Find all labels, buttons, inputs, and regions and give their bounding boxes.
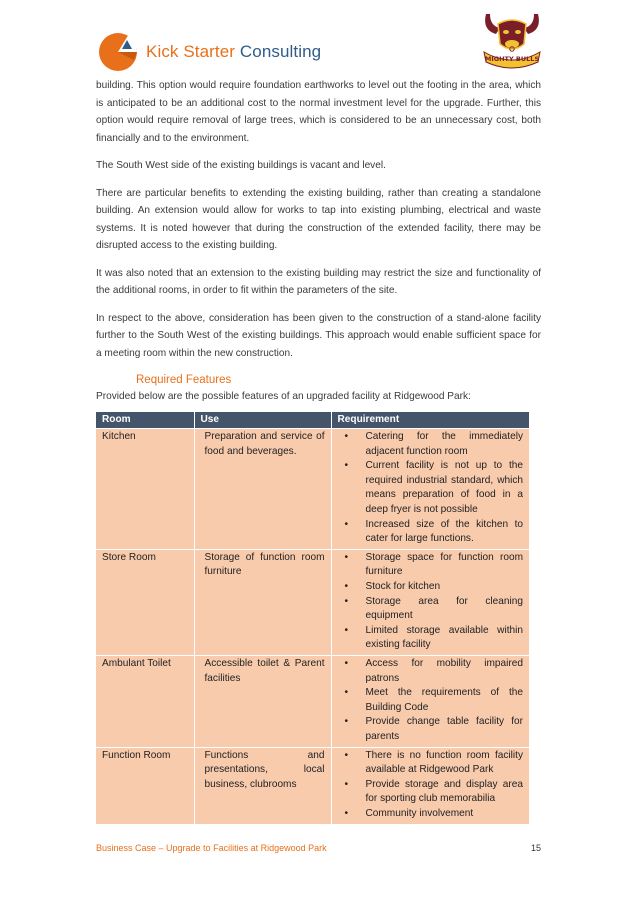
paragraph-stand-alone-facility: In respect to the above, consideration has been given to the construction of a stand-alone facility further to the South West of the existing buildings. This approach would enable sufficient space for a meeting room within the new construction.	[96, 312, 541, 359]
brand-word-consulting: Consulting	[239, 42, 322, 61]
brand-word-kick-starter: Kick Starter	[146, 42, 236, 61]
list-item: • Limited storage available within existing facility	[338, 624, 524, 653]
room-cell: Ambulant Toilet	[96, 656, 194, 748]
list-item: • Provide storage and display area for sporting club memorabilia	[338, 778, 524, 807]
table-row	[96, 656, 529, 748]
requirement-list	[338, 749, 524, 822]
page-footer	[96, 843, 541, 853]
brand-name	[146, 42, 321, 62]
use-cell: Accessible toilet & Parent facilities	[194, 656, 331, 748]
room-cell: Function Room	[96, 747, 194, 823]
bull-head-icon	[478, 10, 546, 70]
mighty-bulls-logo	[478, 10, 546, 75]
list-item: • Meet the requirements of the Building Code	[338, 686, 524, 715]
column-header-use: Use	[194, 412, 331, 429]
list-item: • Storage space for function room furniture	[338, 551, 524, 580]
table-row	[96, 429, 529, 550]
requirement-cell	[331, 656, 529, 748]
requirement-cell	[331, 549, 529, 655]
features-intro: Provided below are the possible features of an upgraded facility at Ridgewood Park:	[96, 391, 471, 402]
paragraph-south-west-vacant: The South West side of the existing buildings is vacant and level.	[96, 160, 386, 171]
features-table	[96, 412, 529, 824]
paragraph-extension-benefits: There are particular benefits to extending the existing building, rather than creating a standalone building. An extension would allow for works to tap into existing plumbing, electrical and waste systems. It is noted however that during the construction of the extended facility, there may be disrupted access to the existing building.	[96, 187, 541, 251]
table-row	[96, 747, 529, 823]
column-header-requirement: Requirement	[331, 412, 529, 429]
list-item: • Access for mobility impaired patrons	[338, 657, 524, 686]
use-cell: Functions and presentations, local business, clubrooms	[194, 747, 331, 823]
requirement-list	[338, 657, 524, 745]
list-item: • Provide change table facility for parents	[338, 715, 524, 744]
use-cell: Preparation and service of food and beverages.	[194, 429, 331, 550]
partner-logo-text: MIGHTY BULLS	[484, 55, 540, 63]
list-item: • There is no function room facility available at Ridgewood Park	[338, 749, 524, 778]
list-item: • Increased size of the kitchen to cater for large functions.	[338, 518, 524, 547]
column-header-room: Room	[96, 412, 194, 429]
room-cell: Kitchen	[96, 429, 194, 550]
page-number: 15	[530, 843, 541, 853]
list-item: • Community involvement	[338, 807, 524, 822]
table-header-row	[96, 412, 529, 429]
table-row	[96, 549, 529, 655]
requirement-cell	[331, 429, 529, 550]
requirement-cell	[331, 747, 529, 823]
pie-chart-logo-icon	[98, 32, 140, 72]
requirement-list	[338, 430, 524, 547]
paragraph-foundation-earthworks: building. This option would require foundation earthworks to level out the footing in the area, which is anticipated to be an additional cost to the normal investment level for the upgrade. Further, this option would require removal of large trees, which is considered to be an unnecessary cost, both financially and to the environment.	[96, 80, 541, 144]
requirement-list	[338, 551, 524, 653]
footer-document-title: Business Case – Upgrade to Facilities at Ridgewood Park	[96, 843, 327, 853]
list-item: • Stock for kitchen	[338, 580, 524, 595]
use-cell: Storage of function room furniture	[194, 549, 331, 655]
list-item: • Storage area for cleaning equipment	[338, 595, 524, 624]
list-item: • Catering for the immediately adjacent function room	[338, 430, 524, 459]
page-content	[96, 77, 541, 824]
kick-starter-logo	[98, 32, 321, 72]
room-cell: Store Room	[96, 549, 194, 655]
list-item: • Current facility is not up to the required industrial standard, which means preparation of food in a deep fryer is not possible	[338, 459, 524, 517]
section-title-required-features: Required Features	[136, 374, 232, 386]
paragraph-extension-restrictions: It was also noted that an extension to the existing building may restrict the size and functionality of the additional rooms, in order to fit within the parameters of the site.	[96, 267, 541, 296]
